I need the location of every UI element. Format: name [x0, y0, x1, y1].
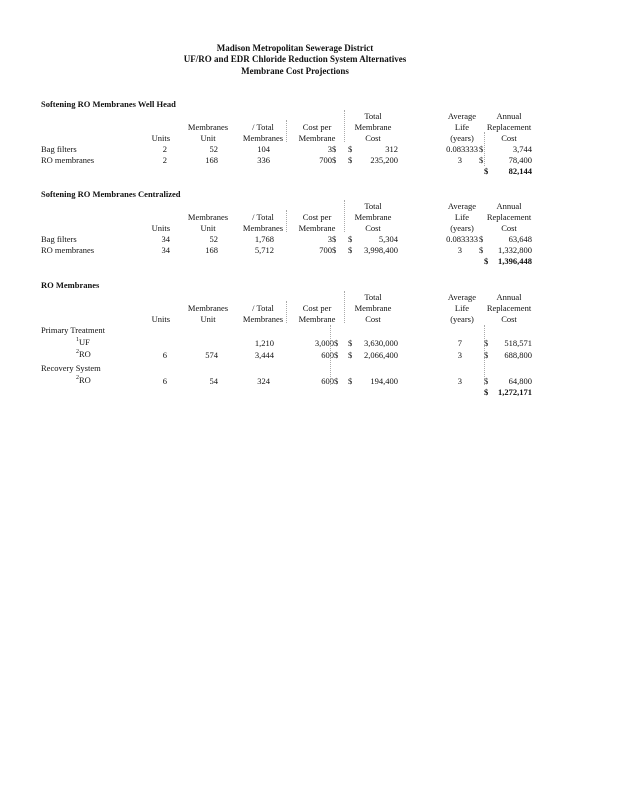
hdr-annual: Annual: [496, 292, 522, 302]
row-cost-per: 3,000: [314, 338, 334, 348]
hdr-membranes2: Membranes: [242, 314, 284, 324]
row-cost-per: 700: [319, 245, 332, 255]
hdr-membrane: Membrane: [354, 303, 392, 313]
row-cost-per: 700: [319, 155, 332, 165]
row-label: RO membranes: [41, 155, 95, 165]
hdr-life: Life: [454, 122, 470, 132]
row-life: 3: [457, 376, 462, 386]
page-title-line1: Madison Metropolitan Sewerage District: [216, 43, 374, 53]
section1-title: Softening RO Membranes Well Head: [41, 99, 176, 109]
footnote-mark: 2: [76, 375, 79, 382]
row-label: UF: [79, 337, 90, 347]
row-total-mem: 324: [257, 376, 270, 386]
row-life: 3: [457, 350, 462, 360]
hdr-cost: Cost: [365, 314, 381, 324]
currency-sign: $: [484, 387, 489, 397]
row-total-cost: 5,304: [378, 234, 398, 244]
row-mem-unit: 54: [209, 376, 218, 386]
hdr-slash-total: / Total: [252, 212, 274, 222]
row-mem-unit: 52: [209, 144, 218, 154]
page-title-line2: UF/RO and EDR Chloride Reduction System Alternatives: [183, 54, 407, 64]
hdr-average: Average: [447, 201, 477, 211]
currency-sign: $: [479, 245, 484, 255]
row-mem-unit: 574: [205, 350, 218, 360]
hdr-life: Life: [454, 303, 470, 313]
row-units: 34: [161, 245, 170, 255]
row-life: 0.083333: [446, 144, 478, 154]
currency-sign: $: [484, 166, 489, 176]
section1-total: 82,144: [508, 166, 532, 176]
row-total-cost: 3,998,400: [364, 245, 398, 255]
hdr-cost-per: Cost per: [302, 122, 332, 132]
hdr-replacement: Replacement: [486, 212, 532, 222]
hdr-membranes: Membranes: [187, 122, 229, 132]
hdr-total: Total: [364, 201, 382, 211]
currency-sign: $: [348, 144, 353, 154]
currency-sign: $: [479, 234, 484, 244]
hdr-units: Units: [151, 133, 170, 143]
currency-sign: $: [334, 350, 339, 360]
hdr-slash-total: / Total: [252, 303, 274, 313]
row-annual: 3,744: [512, 144, 532, 154]
row-units: 34: [161, 234, 170, 244]
row-total-cost: 3,630,000: [364, 338, 398, 348]
hdr-membrane: Membrane: [354, 122, 392, 132]
row-life: 3: [457, 155, 462, 165]
hdr-slash-total: / Total: [252, 122, 274, 132]
currency-sign: $: [348, 376, 353, 386]
hdr-replacement: Replacement: [486, 122, 532, 132]
hdr-average: Average: [447, 292, 477, 302]
row-label: Bag filters: [41, 144, 77, 154]
row-cost-per: 3: [327, 144, 332, 154]
row-total-mem: 1,210: [254, 338, 274, 348]
row-annual: 518,571: [504, 338, 532, 348]
hdr-unit: Unit: [200, 223, 216, 233]
hdr-unit: Unit: [200, 133, 216, 143]
currency-sign: $: [348, 155, 353, 165]
currency-sign: $: [479, 144, 484, 154]
row-cost-per: 600: [321, 350, 334, 360]
currency-sign: $: [334, 338, 339, 348]
row-total-mem: 104: [257, 144, 270, 154]
currency-sign: $: [332, 144, 337, 154]
row-annual: 688,800: [504, 350, 532, 360]
currency-sign: $: [334, 376, 339, 386]
hdr-membrane2: Membrane: [298, 133, 336, 143]
hdr-units: Units: [151, 223, 170, 233]
hdr-cost: Cost: [365, 223, 381, 233]
row-units: 6: [162, 350, 167, 360]
hdr-years: (years): [450, 223, 474, 233]
row-units: 2: [162, 144, 167, 154]
currency-sign: $: [479, 155, 484, 165]
currency-sign: $: [484, 338, 489, 348]
section3-title: RO Membranes: [41, 280, 100, 290]
row-total-cost: 194,400: [370, 376, 398, 386]
currency-sign: $: [348, 350, 353, 360]
hdr-total: Total: [364, 111, 382, 121]
group-recovery-system: Recovery System: [41, 363, 101, 373]
row-cost-per: 600: [321, 376, 334, 386]
currency-sign: $: [348, 245, 353, 255]
section2-title: Softening RO Membranes Centralized: [41, 189, 181, 199]
hdr-membrane2: Membrane: [298, 314, 336, 324]
row-label: RO: [79, 349, 91, 359]
currency-sign: $: [348, 338, 353, 348]
hdr-average: Average: [447, 111, 477, 121]
row-mem-unit: 168: [205, 155, 218, 165]
hdr-cost-per: Cost per: [302, 212, 332, 222]
hdr-replacement: Replacement: [486, 303, 532, 313]
hdr-annual: Annual: [496, 201, 522, 211]
row-annual: 1,332,800: [498, 245, 532, 255]
row-units: 6: [162, 376, 167, 386]
currency-sign: $: [332, 155, 337, 165]
hdr-cost: Cost: [365, 133, 381, 143]
currency-sign: $: [484, 376, 489, 386]
row-total-cost: 235,200: [370, 155, 398, 165]
row-total-mem: 336: [257, 155, 270, 165]
hdr-years: (years): [450, 133, 474, 143]
hdr-membranes: Membranes: [187, 212, 229, 222]
row-label: Bag filters: [41, 234, 77, 244]
footnote-mark: 2: [76, 349, 79, 356]
currency-sign: $: [348, 234, 353, 244]
row-total-mem: 1,768: [254, 234, 274, 244]
row-mem-unit: 52: [209, 234, 218, 244]
row-annual: 78,400: [508, 155, 532, 165]
currency-sign: $: [484, 256, 489, 266]
currency-sign: $: [484, 350, 489, 360]
hdr-cost-annual: Cost: [501, 223, 517, 233]
hdr-life: Life: [454, 212, 470, 222]
row-life: 0.083333: [446, 234, 478, 244]
row-total-mem: 3,444: [254, 350, 274, 360]
hdr-cost-per: Cost per: [302, 303, 332, 313]
currency-sign: $: [332, 234, 337, 244]
hdr-membrane: Membrane: [354, 212, 392, 222]
row-life: 7: [457, 338, 462, 348]
row-cost-per: 3: [327, 234, 332, 244]
hdr-units: Units: [151, 314, 170, 324]
row-mem-unit: 168: [205, 245, 218, 255]
hdr-membranes2: Membranes: [242, 133, 284, 143]
hdr-total: Total: [364, 292, 382, 302]
row-total-cost: 312: [385, 144, 398, 154]
row-total-mem: 5,712: [254, 245, 274, 255]
row-annual: 63,648: [508, 234, 532, 244]
hdr-years: (years): [450, 314, 474, 324]
hdr-unit: Unit: [200, 314, 216, 324]
group-primary-treatment: Primary Treatment: [41, 325, 105, 335]
row-annual: 64,800: [508, 376, 532, 386]
row-label: RO: [79, 375, 91, 385]
section3-total: 1,272,171: [498, 387, 532, 397]
hdr-cost-annual: Cost: [501, 133, 517, 143]
row-units: 2: [162, 155, 167, 165]
hdr-cost-annual: Cost: [501, 314, 517, 324]
page-title-line3: Membrane Cost Projections: [241, 66, 349, 76]
row-life: 3: [457, 245, 462, 255]
section2-total: 1,396,448: [498, 256, 532, 266]
hdr-annual: Annual: [496, 111, 522, 121]
hdr-membrane2: Membrane: [298, 223, 336, 233]
hdr-membranes2: Membranes: [242, 223, 284, 233]
row-total-cost: 2,066,400: [364, 350, 398, 360]
hdr-membranes: Membranes: [187, 303, 229, 313]
row-label: RO membranes: [41, 245, 95, 255]
currency-sign: $: [332, 245, 337, 255]
footnote-mark: 1: [76, 337, 79, 344]
